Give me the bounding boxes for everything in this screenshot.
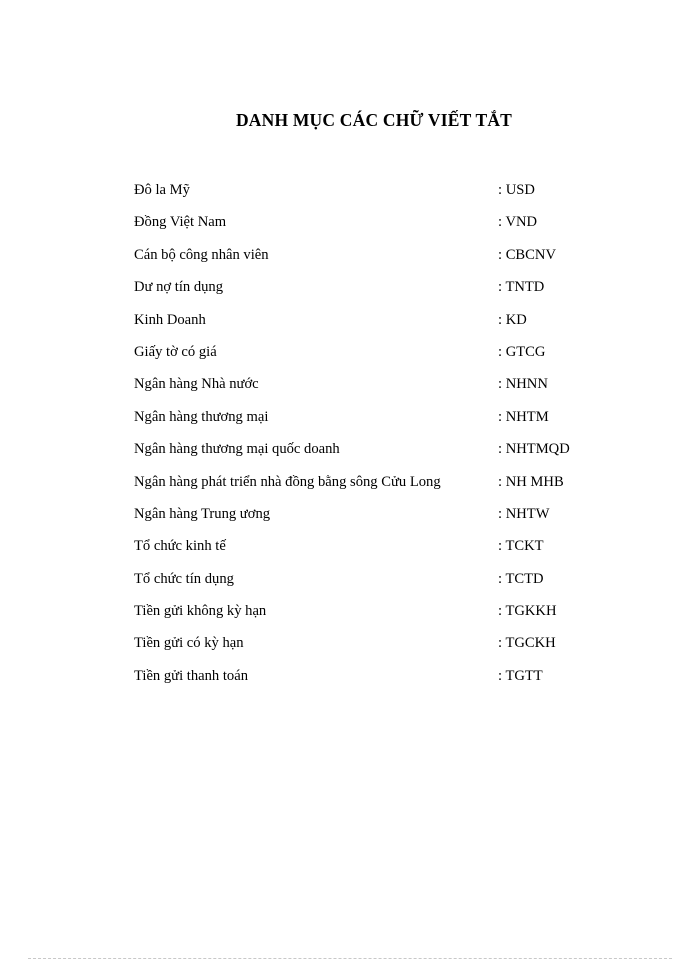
abbreviation-term: Ngân hàng Trung ương	[134, 505, 271, 522]
abbreviation-code: : NHTM	[498, 408, 549, 425]
abbreviation-term: Kinh Doanh	[134, 311, 206, 328]
list-item	[134, 310, 634, 342]
abbreviation-term: Ngân hàng thương mại	[134, 408, 269, 425]
list-item	[134, 374, 634, 406]
abbreviation-term: Dư nợ tín dụng	[134, 279, 224, 296]
abbreviation-code: : TCTD	[498, 570, 544, 587]
abbreviation-term: Tiền gửi thanh toán	[134, 667, 248, 684]
abbreviation-term: Tổ chức tín dụng	[134, 570, 234, 587]
abbreviation-code: : KD	[498, 311, 527, 328]
abbreviation-code: : NH MHB	[498, 473, 564, 490]
abbreviation-code: : VND	[498, 214, 538, 231]
abbreviation-term: Cán bộ công nhân viên	[134, 246, 269, 263]
list-item	[134, 342, 634, 374]
abbreviation-term: Ngân hàng thương mại quốc doanh	[134, 441, 340, 458]
list-item	[134, 212, 634, 244]
abbreviation-code: : TGCKH	[498, 635, 556, 652]
list-item	[134, 569, 634, 601]
abbreviation-code: : GTCG	[498, 343, 546, 360]
list-item	[134, 439, 634, 471]
list-item	[134, 277, 634, 309]
abbreviation-term: Tiền gửi có kỳ hạn	[134, 635, 244, 652]
abbreviation-code: : TGKKH	[498, 603, 557, 620]
list-item	[134, 180, 634, 212]
list-item	[134, 633, 634, 665]
abbreviation-code: : NHTMQD	[498, 441, 570, 458]
abbreviation-code: : USD	[498, 182, 535, 198]
page-bottom-divider	[28, 958, 672, 959]
abbreviation-term: Ngân hàng phát triển nhà đồng bằng sông Cửu Long	[134, 473, 441, 490]
abbreviation-code: : CBCNV	[498, 246, 556, 263]
list-item	[134, 407, 634, 439]
list-item	[134, 601, 634, 633]
list-item	[134, 504, 634, 536]
abbreviation-list	[134, 180, 634, 698]
abbreviation-term: Đô la Mỹ	[134, 182, 190, 198]
abbreviation-code: : NHNN	[498, 376, 548, 393]
abbreviation-code: : TCKT	[498, 538, 544, 555]
abbreviation-code: : TGTT	[498, 667, 543, 684]
page-title: DANH MỤC CÁC CHỮ VIẾT TẮT	[235, 110, 513, 130]
list-item	[134, 245, 634, 277]
abbreviation-term: Giấy tờ có giá	[134, 343, 217, 360]
abbreviation-term: Đồng Việt Nam	[134, 214, 227, 231]
abbreviation-term: Ngân hàng Nhà nước	[134, 376, 259, 393]
abbreviation-code: : TNTD	[498, 279, 545, 296]
list-item	[134, 666, 634, 698]
list-item	[134, 472, 634, 504]
abbreviation-term: Tiền gửi không kỳ hạn	[134, 603, 267, 620]
list-item	[134, 536, 634, 568]
abbreviation-term: Tổ chức kinh tế	[134, 538, 226, 555]
abbreviation-code: : NHTW	[498, 505, 550, 522]
